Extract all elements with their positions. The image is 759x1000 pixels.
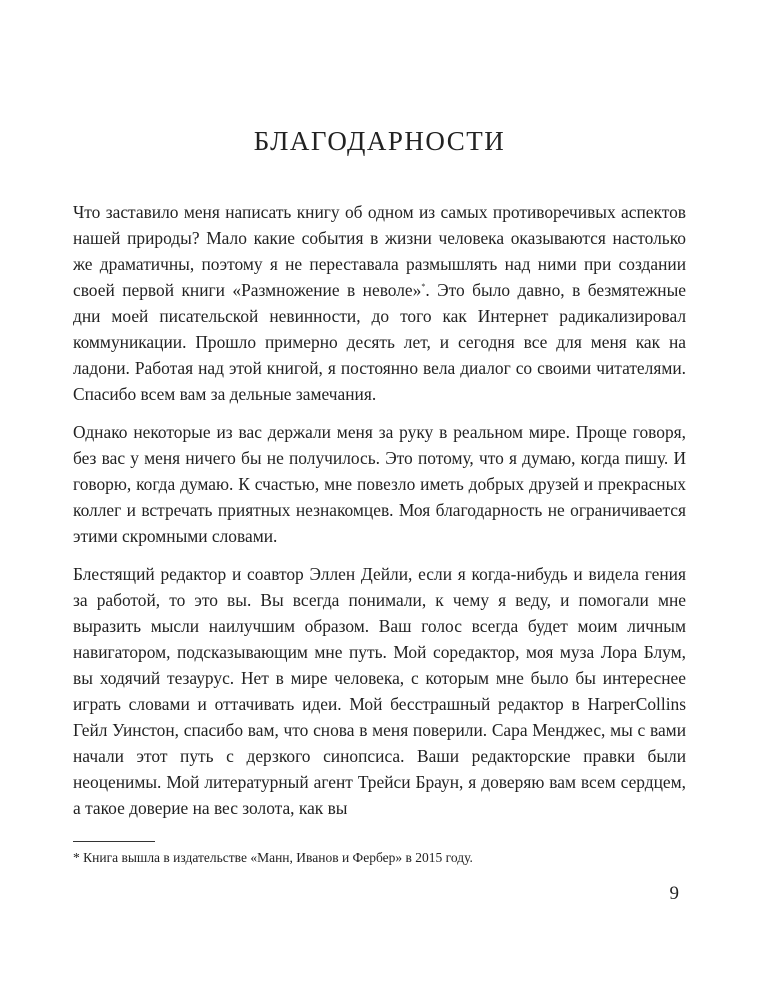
paragraph-2: Однако некоторые из вас держали меня за руку в реальном мире. Проще говоря, без вас у меня ничего бы не получилось. Это потому, что я думаю, когда пишу. И говорю, когда думаю. К счастью, мне повезло иметь добрых друзей и прекрасных коллег и встречать приятных незнакомцев. Моя благодарность не ограничивается этими скромными словами. [73,422,686,546]
body-text [73,199,686,833]
paragraph-3: Блестящий редактор и соавтор Эллен Дейли, если я когда-нибудь и видела гения за работой, то это вы. Вы всегда понимали, к чему я веду, и помогали мне выразить мысли наилучшим образом. Ваш голос всегда будет моим личным навигатором, подсказывающим мне путь. Мой соредактор, моя муза Лора Блум, вы ходячий тезаурус. Нет в мире человека, с которым мне было бы интереснее играть словами и оттачивать идеи. Мой бесстрашный редактор в HarperCollins Гейл Уинстон, спасибо вам, что снова в меня поверили. Сара Менджес, мы с вами начали этот путь с дерзкого синопсиса. Ваши редакторские правки были неоценимы. Мой литературный агент Трейси Браун, я доверяю вам всем сердцем, а такое доверие на вес золота, как вы [73,564,686,818]
footnote-divider [73,841,155,842]
page-title: БЛАГОДАРНОСТИ [253,126,506,156]
paragraph-1-text-continued: . Это было давно, в безмятежные дни моей писательской невинности, до того как Интернет радикализировал коммуникации. Прошло примерно десять лет, и сегодня все для меня как на ладони. Работая над этой книгой, я постоянно вела диалог со своими читателями. Спасибо всем вам за дельные замечания. [73,280,686,404]
paragraph-1 [73,199,686,407]
footnote: * Книга вышла в издательстве «Манн, Иванов и Фербер» в 2015 году. [73,850,473,865]
paragraph-1-text: Что заставило меня написать книгу об одном из самых противоречивых аспектов нашей природы? Мало какие события в жизни человека оказываются настолько же драматичны, поэтому я не переставала размышлять над ними при создании своей первой книги «Размножение в неволе» [73,202,686,300]
page-number: 9 [669,883,679,904]
footnote-marker[interactable]: * [421,282,426,292]
